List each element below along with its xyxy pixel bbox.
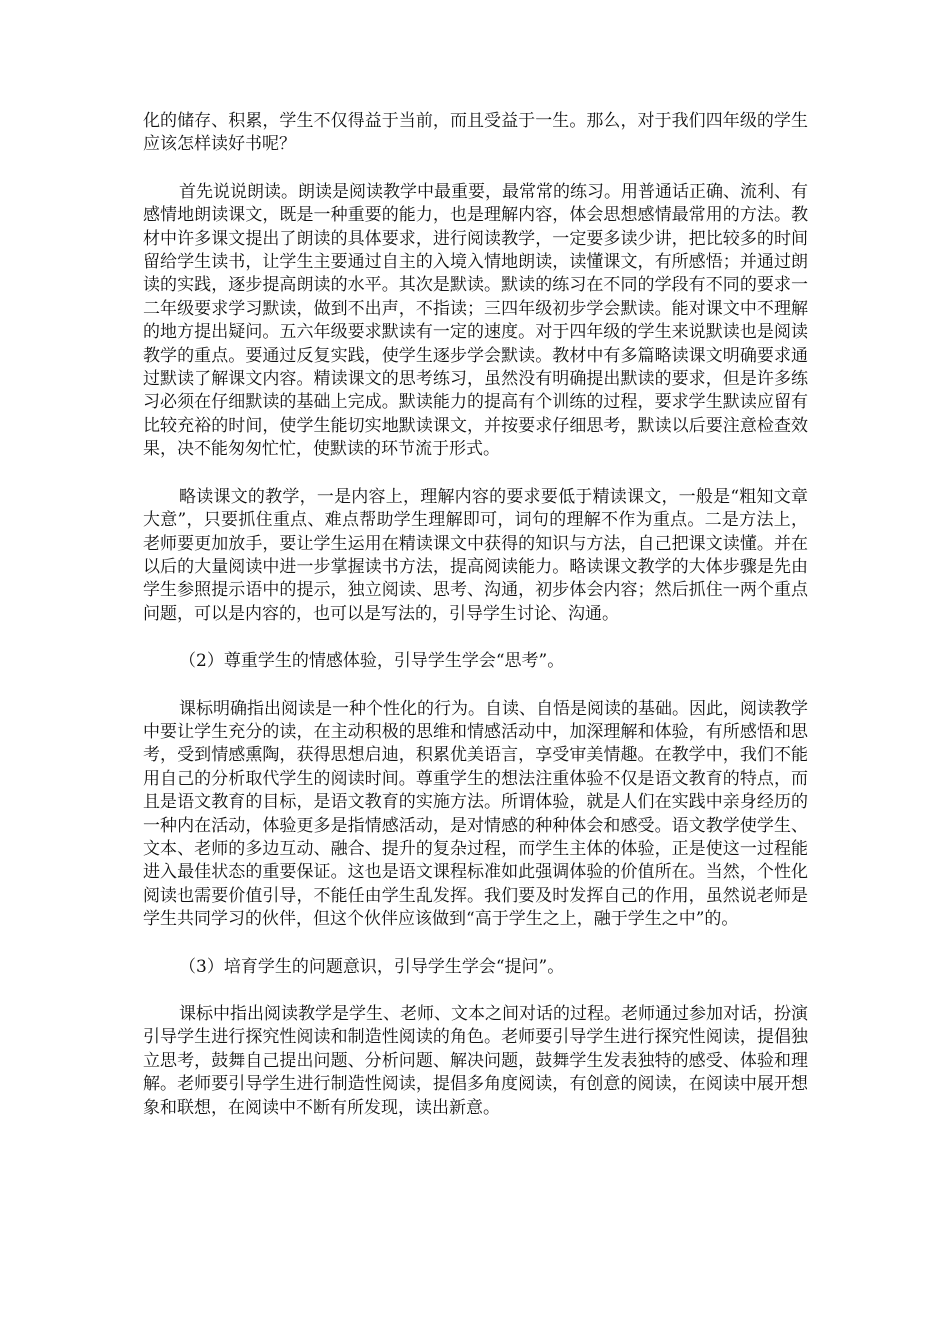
section-heading-2: （2）尊重学生的情感体验，引导学生学会“思考”。 (179, 651, 565, 672)
paragraph-question-awareness: 课标中指出阅读教学是学生、老师、文本之间对话的过程。老师通过参加对话，扮演引导学生进行探究性阅读和制造性阅读的角色。老师要引导学生进行探究性阅读，提倡独立思考，鼓舞自己提出问题、分析问题、解决问题，鼓舞学生发表独特的感受、体验和理解。老师要引导学生进行制造性阅读，提倡多角度阅读，有创意的阅读，在阅读中展开想象和联想，在阅读中不断有所发现，读出新意。 (143, 1004, 808, 1118)
paragraph-reading-aloud: 首先说说朗读。朗读是阅读教学中最重要，最常常的练习。用普通话正确、流利、有感情地朗读课文，既是一种重要的能力，也是理解内容，体会思想感情最常用的方法。教材中许多课文提出了朗读的具体要求，进行阅读教学，一定要多读少讲，把比较多的时间留给学生读书，让学生主要通过自主的入境入情地朗读，读懂课文，有所感悟；并通过朗读的实践，逐步提高朗读的水平。其次是默读。默读的练习在不同的学段有不同的要求一二年级要求学习默读，做到不出声，不指读；三四年级初步学会默读。能对课文中不理解的地方提出疑问。五六年级要求默读有一定的速度。对于四年级的学生来说默读也是阅读教学的重点。要通过反复实践，使学生逐步学会默读。教材中有多篇略读课文明确要求通过默读了解课文内容。精读课文的思考练习，虽然没有明确提出默读的要求，但是许多练习必须在仔细默读的基础上完成。默读能力的提高有个训练的过程，要求学生默读应留有比较充裕的时间，使学生能切实地默读课文，并按要求仔细思考，默读以后要注意检查效果，决不能匆匆忙忙，使默读的环节流于形式。 (143, 181, 808, 460)
section-heading-3: （3）培育学生的问题意识，引导学生学会“提问”。 (179, 956, 565, 977)
document-page (143, 110, 808, 1144)
paragraph-emotional-experience: 课标明确指出阅读是一种个性化的行为。自读、自悟是阅读的基础。因此，阅读教学中要让学生充分的读，在主动积极的思维和情感活动中，加深理解和体验，有所感悟和思考，受到情感熏陶，获得思想启迪，积累优美语言，享受审美情趣。在教学中，我们不能用自己的分析取代学生的阅读时间。尊重学生的想法注重体验不仅是语文教育的特点，而且是语文教育的目标，是语文教育的实施方法。所谓体验，就是人们在实践中亲身经历的一种内在活动，体验更多是指情感活动，是对情感的种种体会和感受。语文教学使学生、文本、老师的多边互动、融合、提升的复杂过程，而学生主体的体验，正是使这一过程能进入最佳状态的重要保证。这也是语文课程标准如此强调体验的价值所在。当然，个性化阅读也需要价值引导，不能任由学生乱发挥。我们要及时发挥自己的作用，虽然说老师是学生共同学习的伙伴，但这个伙伴应该做到“高于学生之上，融于学生之中”的。 (143, 698, 808, 930)
paragraph-intro-continuation: 化的储存、积累，学生不仅得益于当前，而且受益于一生。那么，对于我们四年级的学生应该怎样读好书呢？ (143, 111, 808, 155)
paragraph-skim-reading: 略读课文的教学，一是内容上，理解内容的要求要低于精读课文，一般是“粗知文章大意”，只要抓住重点、难点帮助学生理解即可，词句的理解不作为重点。二是方法上，老师要更加放手，要让学生运用在精读课文中获得的知识与方法，自己把课文读懂。并在以后的大量阅读中进一步掌握读书方法，提高阅读能力。略读课文教学的大体步骤是先由学生参照提示语中的提示，独立阅读、思考、沟通，初步体会内容；然后抓住一两个重点问题，可以是内容的，也可以是写法的，引导学生讨论、沟通。 (143, 486, 808, 624)
